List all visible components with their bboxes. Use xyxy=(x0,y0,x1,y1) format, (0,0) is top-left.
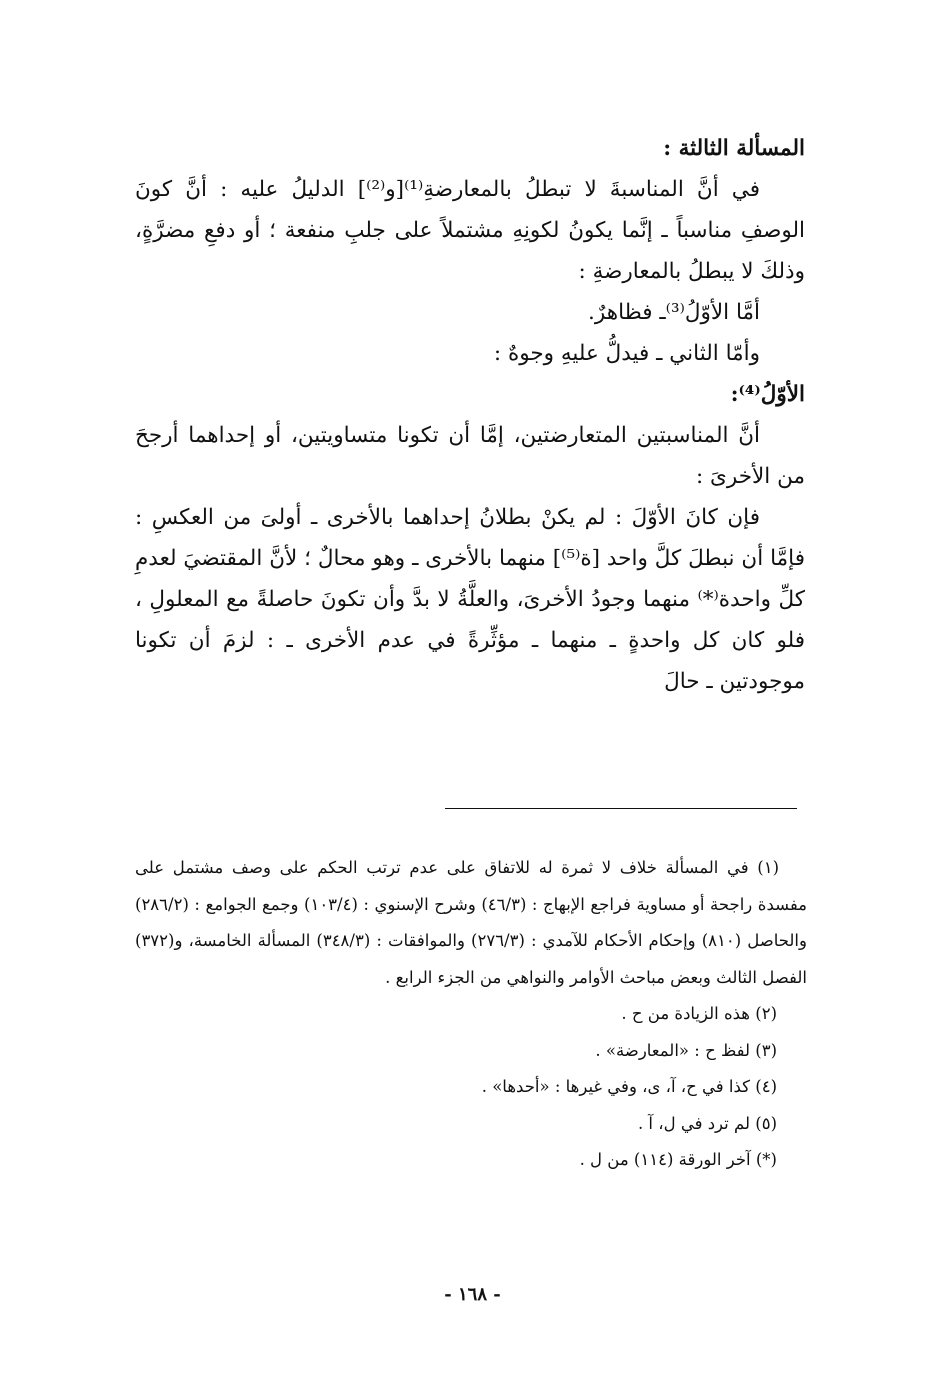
footnote-2: (٢) هذه الزيادة من ح . xyxy=(621,1004,777,1023)
footnote-6: (*) آخر الورقة (١١٤) من ل . xyxy=(579,1150,777,1169)
paragraph-2: أمَّا الأوّلُ⁽³⁾ـ فظاهرٌ. xyxy=(588,300,760,325)
main-text xyxy=(135,128,805,702)
paragraph-1: في أنَّ المناسبةَ لا تبطلُ بالمعارضةِ⁽¹⁾[و⁽²⁾] الدليلُ عليه : أنَّ كونَ الوصفِ مناسباً ـ إنَّما يكونُ لكونِهِ مشتملاً على جلبِ منفعة ؛ أو دفعِ مضرَّةٍ، وذلكَ لا يبطلُ بالمعارضةِ : xyxy=(135,177,805,284)
paragraph-4: أنَّ المناسبتين المتعارضتين، إمَّا أن تكونا متساويتين، أو إحداهما أرجحَ من الأخرىَ : xyxy=(135,423,805,489)
section-heading: المسألة الثالثة : xyxy=(663,136,805,161)
paragraph-5: فإن كانَ الأوّلَ : لم يكنْ بطلانُ إحداهما بالأخرى ـ أولىَ من العكسِ : فإمَّا أن نبطلَ كلَّ واحد [ة⁽⁵⁾] منهما بالأخرى ـ وهو محالٌ ؛ لأنَّ المقتضيَ لعدمِ كلِّ واحدة⁽*⁾ منهما وجودُ الأخرىَ، والعلَّةُ لا بدَّ وأن تكونَ حاصلةً مع المعلولِ ، فلو كان كل واحدةٍ ـ منهما ـ مؤثِّرةً في عدم الأخرى ـ : لزمَ أن تكونا موجودتين ـ حالَ xyxy=(135,505,805,694)
paragraph-3: وأمّا الثاني ـ فيدلُّ عليهِ وجوهٌ : xyxy=(493,341,760,366)
subsection-heading: الأوّلُ⁽⁴⁾: xyxy=(730,382,805,407)
footnote-4: (٤) كذا في ح، آ، ى، وفي غيرها : «أحدها» . xyxy=(481,1077,777,1096)
footnote-5: (٥) لم ترد في ل، آ . xyxy=(637,1113,777,1133)
footnote-separator xyxy=(445,808,797,809)
footnote-3: (٣) لفظ ح : «المعارضة» . xyxy=(595,1040,777,1060)
footnotes xyxy=(135,850,807,1179)
page-number: - ١٦٨ - xyxy=(444,1284,501,1305)
footnote-1: (١) في المسألة خلاف لا ثمرة له للاتفاق على عدم ترتب الحكم على وصف مشتمل على مفسدة راجحة أو مساوية فراجع الإبهاج : (٤٦/٣) وشرح الإسنوي : (١٠٣/٤) وجمع الجوامع : (٢٨٦/٢) والحاصل (٨١٠) وإحكام الأحكام للآمدي : (٢٧٦/٣) والموافقات : (٣٤٨/٣) المسألة الخامسة، و(٣٧٢) الفصل الثالث وبعض مباحث الأوامر والنواهي من الجزء الرابع . xyxy=(135,858,808,987)
